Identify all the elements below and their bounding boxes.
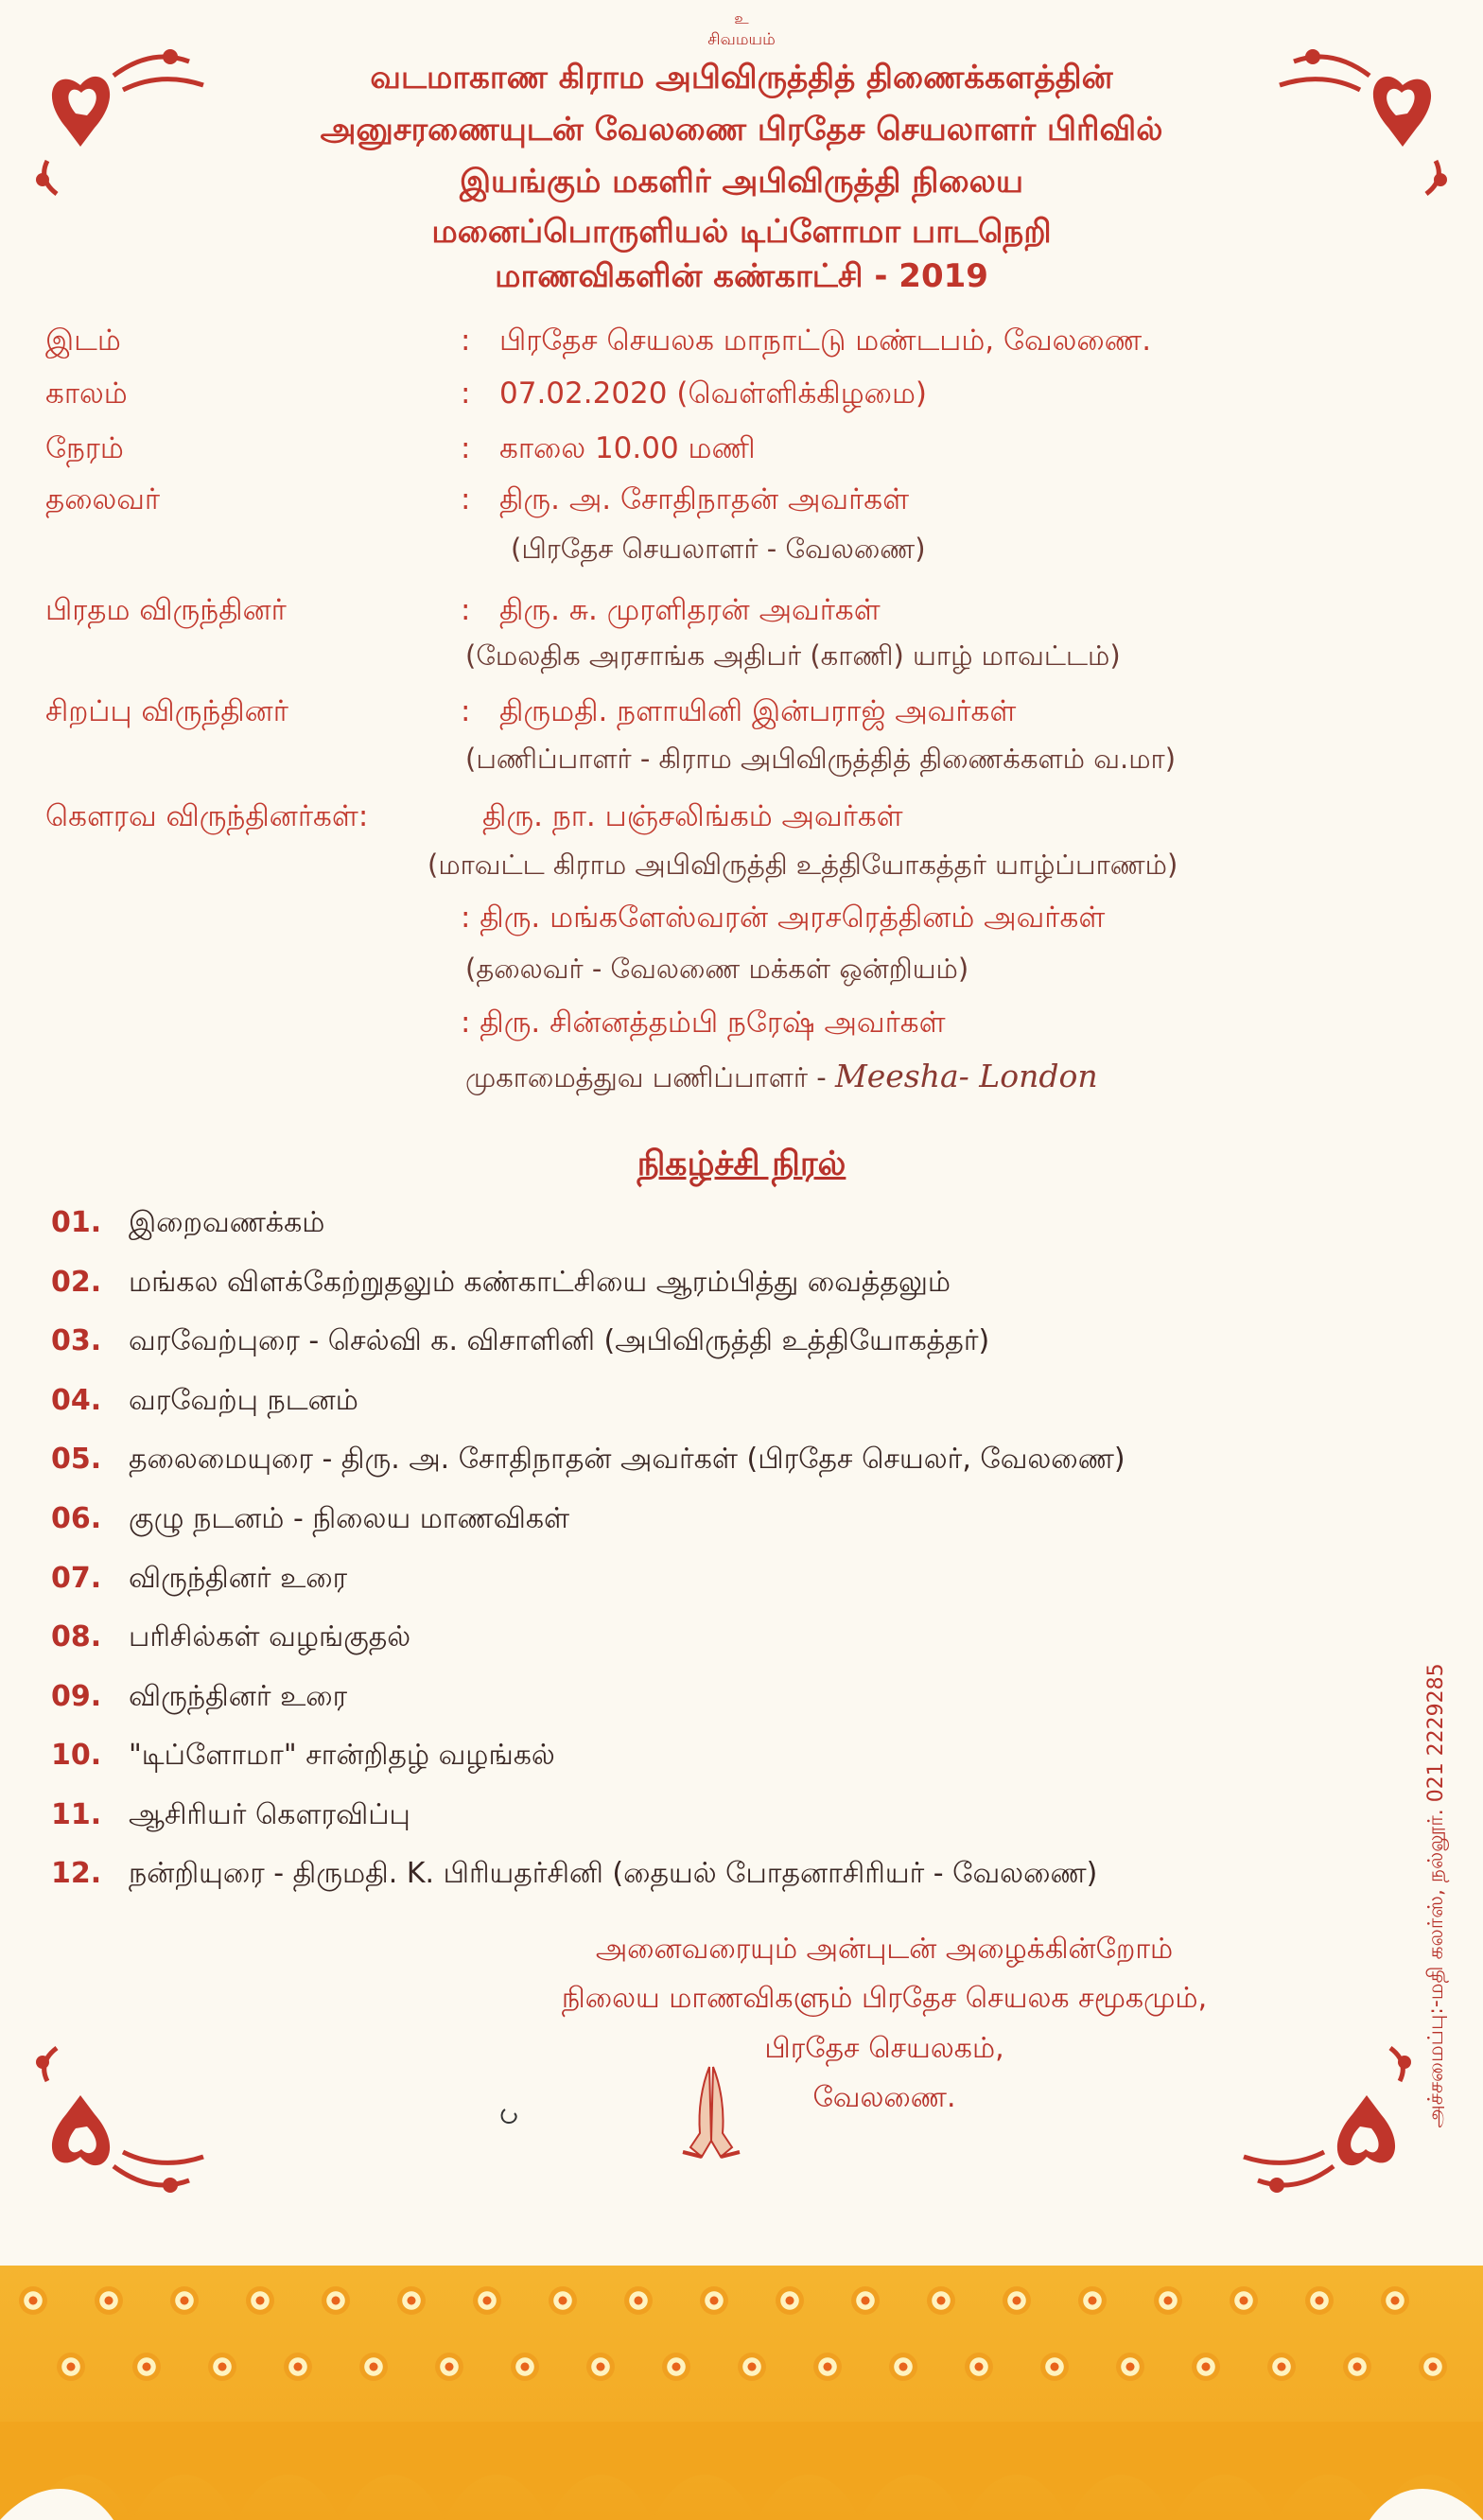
honor-guest-3-role-en: Meesha- London [834, 1058, 1098, 1094]
chair-label: தலைவர் [45, 482, 161, 516]
programme-item-text: மங்கல விளக்கேற்றுதலும் கண்காட்சியை ஆரம்பித்து வைத்தலும் [129, 1266, 951, 1299]
printer-credit-text: அச்சமைப்பு:-மதி கலர்ஸ், நல்லூர். 021 2229285 [1424, 1663, 1448, 2128]
flower-icon [170, 2286, 199, 2315]
programme-item-num: 01. [51, 1206, 102, 1239]
programme-item-num: 03. [51, 1324, 102, 1357]
flower-icon [1192, 2353, 1220, 2381]
flower-icon [57, 2353, 85, 2381]
programme-item [51, 1680, 347, 1717]
programme-item-text: குழு நடனம் - நிலைய மாணவிகள் [129, 1502, 570, 1535]
flower-icon [1419, 2353, 1447, 2381]
venue-colon: : [461, 324, 471, 358]
flower-icon [889, 2353, 917, 2381]
ink-mark-icon [499, 2106, 522, 2126]
honor-guest-1-role: (மாவட்ட கிராம அபிவிருத்தி உத்தியோகத்தர் யாழ்ப்பாணம்) [427, 849, 1178, 881]
scallop-border-icon [0, 2422, 1483, 2520]
programme-item [51, 1562, 347, 1599]
flower-icon [473, 2286, 501, 2315]
programme-item-text: தலைமையுரை - திரு. அ. சோதிநாதன் அவர்கள் (பிரதேச செயலர், வேலணை) [129, 1443, 1125, 1476]
closing-line-4: வேலணை. [812, 2081, 956, 2114]
programme-item [51, 1739, 555, 1776]
programme-item [51, 1324, 989, 1361]
programme-item [51, 1857, 1097, 1894]
programme-item-num: 02. [51, 1266, 102, 1299]
special-guest-value: திருமதி. நளாயினி இன்பராஜ் அவர்கள் [499, 694, 1017, 728]
programme-item-text: இறைவணக்கம் [129, 1206, 325, 1239]
programme-item-num: 08. [51, 1620, 102, 1654]
programme-item-text: "டிப்ளோமா" சான்றிதழ் வழங்கல் [129, 1739, 555, 1772]
flower-icon [132, 2353, 161, 2381]
programme-item-text: வரவேற்பு நடனம் [129, 1384, 358, 1417]
honor-guest-label: கௌரவ விருந்தினர்கள்: [45, 799, 369, 833]
flower-icon [1381, 2286, 1409, 2315]
programme-item-num: 09. [51, 1680, 102, 1713]
honor-guest-3-role [465, 1058, 1098, 1097]
flower-icon [359, 2353, 388, 2381]
flower-icon [1154, 2286, 1182, 2315]
header-sivamayam: சிவமயம் [707, 30, 776, 49]
flower-icon [851, 2286, 880, 2315]
header-line-2: அனுசரணையுடன் வேலணை பிரதேச செயலாளர் பிரிவில் [320, 111, 1163, 149]
date-value: 07.02.2020 (வெள்ளிக்கிழமை) [499, 376, 928, 411]
flower-icon [435, 2353, 463, 2381]
time-colon: : [461, 431, 471, 465]
header-line-3: இயங்கும் மகளிர் அபிவிருத்தி நிலைய [459, 163, 1024, 201]
flower-icon [776, 2286, 804, 2315]
programme-item-text: நன்றியுரை - திருமதி. K. பிரியதர்சினி (தையல் போதனாசிரியர் - வேலணை) [129, 1857, 1098, 1890]
flower-icon [1040, 2353, 1069, 2381]
flower-icon [738, 2353, 766, 2381]
programme-item [51, 1620, 410, 1657]
header-line-4: மனைப்பொருளியல் டிப்ளோமா பாடநெறி [431, 213, 1052, 251]
header-line-1: வடமாகாண கிராம அபிவிருத்தித் திணைக்களத்தின் [370, 59, 1113, 96]
flower-icon [586, 2353, 615, 2381]
time-value: காலை 10.00 மணி [499, 431, 756, 465]
special-guest-colon: : [461, 694, 471, 728]
programme-item [51, 1443, 1125, 1479]
programme-item-text: பரிசில்கள் வழங்குதல் [129, 1620, 411, 1654]
flower-icon [511, 2353, 539, 2381]
chief-guest-value: திரு. சு. முரளிதரன் அவர்கள் [499, 593, 881, 627]
flower-icon [1343, 2353, 1371, 2381]
flower-icon [624, 2286, 653, 2315]
programme-item-num: 05. [51, 1443, 102, 1476]
flower-icon [549, 2286, 577, 2315]
honor-guest-1: திரு. நா. பஞ்சலிங்கம் அவர்கள் [482, 799, 903, 833]
programme-item-text: விருந்தினர் உரை [129, 1680, 348, 1713]
programme-item-num: 10. [51, 1739, 102, 1772]
date-colon: : [461, 376, 471, 411]
header-line-5: மாணவிகளின் கண்காட்சி - 2019 [495, 257, 988, 295]
date-label: காலம் [45, 376, 128, 411]
chief-guest-role: (மேலதிக அரசாங்க அதிபர் (காணி) யாழ் மாவட்டம்) [465, 639, 1121, 672]
flower-icon [208, 2353, 236, 2381]
chief-guest-colon: : [461, 593, 471, 627]
corner-ornament-bottom-left [28, 2043, 218, 2204]
flower-icon [1305, 2286, 1334, 2315]
programme-item [51, 1502, 569, 1539]
chair-colon: : [461, 482, 471, 516]
chair-value: திரு. அ. சோதிநாதன் அவர்கள் [499, 482, 910, 516]
programme-item-num: 11. [51, 1798, 102, 1831]
flower-row-icon [0, 2286, 1483, 2324]
flower-icon [1267, 2353, 1296, 2381]
flower-icon [965, 2353, 993, 2381]
venue-value: பிரதேச செயலக மாநாட்டு மண்டபம், வேலணை. [499, 324, 1152, 358]
programme-title: நிகழ்ச்சி நிரல் [637, 1145, 846, 1183]
flower-icon [397, 2286, 426, 2315]
flower-icon [1078, 2286, 1107, 2315]
programme-item-num: 04. [51, 1384, 102, 1417]
honor-guest-3-role-ta: முகாமைத்துவ பணிப்பாளர் - [465, 1061, 827, 1094]
programme-item [51, 1798, 410, 1835]
flower-icon [284, 2353, 312, 2381]
programme-item [51, 1384, 358, 1421]
chair-role: (பிரதேச செயலாளர் - வேலணை) [511, 533, 926, 565]
honor-guest-2: : திரு. மங்களேஸ்வரன் அரசரெத்தினம் அவர்கள் [461, 901, 1106, 935]
venue-label: இடம் [45, 324, 121, 358]
flower-row-icon [0, 2353, 1483, 2390]
praying-hands-icon [673, 2057, 749, 2161]
programme-item [51, 1266, 951, 1303]
programme-item-text: ஆசிரியர் கௌரவிப்பு [129, 1798, 410, 1831]
flower-icon [700, 2286, 728, 2315]
flower-icon [813, 2353, 842, 2381]
special-guest-role: (பணிப்பாளர் - கிராம அபிவிருத்தித் திணைக்களம் வ.மா) [465, 743, 1177, 775]
flower-icon [95, 2286, 123, 2315]
closing-line-2: நிலைய மாணவிகளும் பிரதேச செயலக சமூகமும், [561, 1982, 1208, 2015]
chief-guest-label: பிரதம விருந்தினர் [45, 593, 287, 627]
flower-icon [1116, 2353, 1144, 2381]
honor-guest-3: : திரு. சின்னத்தம்பி நரேஷ் அவர்கள் [461, 1006, 946, 1040]
programme-item [51, 1206, 324, 1243]
printer-credit [1419, 1551, 1457, 2232]
programme-item-text: விருந்தினர் உரை [129, 1562, 348, 1595]
flower-icon [927, 2286, 955, 2315]
flower-icon [322, 2286, 350, 2315]
honor-guest-2-role: (தலைவர் - வேலணை மக்கள் ஒன்றியம்) [465, 953, 969, 985]
flower-icon [1003, 2286, 1031, 2315]
closing-line-3: பிரதேச செயலகம், [764, 2032, 1004, 2065]
header-u: உ [734, 9, 749, 28]
closing-line-1: அனைவரையும் அன்புடன் அழைக்கின்றோம் [595, 1933, 1174, 1966]
flower-icon [1230, 2286, 1258, 2315]
programme-item-text: வரவேற்புரை - செல்வி க. விசாளினி (அபிவிருத்தி உத்தியோகத்தர்) [129, 1324, 990, 1357]
flower-icon [246, 2286, 274, 2315]
flower-icon [662, 2353, 690, 2381]
programme-item-num: 06. [51, 1502, 102, 1535]
flower-icon [19, 2286, 47, 2315]
programme-item-num: 12. [51, 1857, 102, 1890]
special-guest-label: சிறப்பு விருந்தினர் [45, 694, 288, 728]
programme-item-num: 07. [51, 1562, 102, 1595]
time-label: நேரம் [45, 431, 124, 465]
